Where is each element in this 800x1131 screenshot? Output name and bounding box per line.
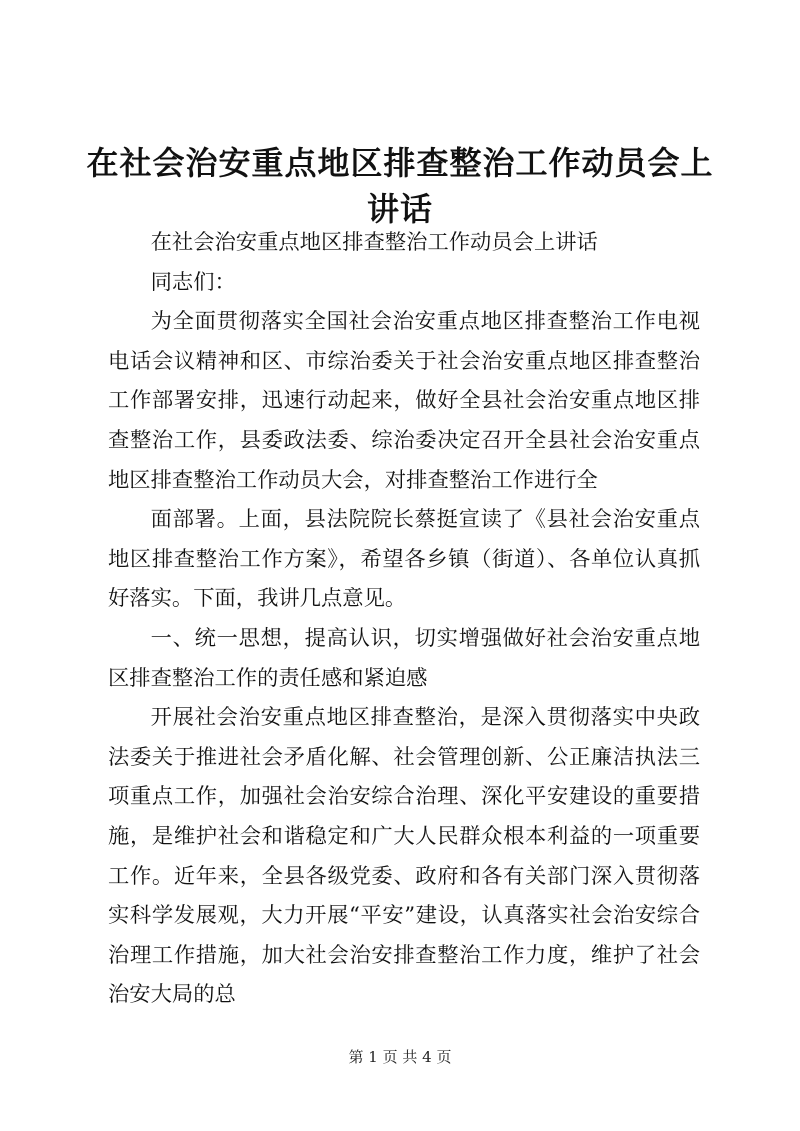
paragraph-subtitle: 在社会治安重点地区排查整治工作动员会上讲话 bbox=[150, 230, 598, 255]
page-footer: 第 1 页 共 4 页 bbox=[348, 1048, 452, 1066]
section-heading: 一、统一思想，提高认识，切实增强做好社会治安重点地区排查整治工作的责任感和紧迫感 bbox=[108, 625, 700, 691]
paragraph: 开展社会治安重点地区排查整治，是深入贯彻落实中央政法委关于推进社会矛盾化解、社会管理创新、公正廉洁执法三项重点工作，加强社会治安综合治理、深化平安建设的重要措施，是维护社会和谐稳定和广大人民群众根本利益的一项重要工作。近年来，全县各级党委、政府和各有关部门深入贯彻落实科学发展观，大力开展“平安”建设，认真落实社会治安综合治理工作措施，加大社会治安排查整治工作力度，维护了社会治安大局的总 bbox=[108, 705, 700, 1008]
document-body bbox=[108, 223, 700, 1015]
paragraph: 面部署。上面，县法院院长蔡挺宣读了《县社会治安重点地区排查整治工作方案》，希望各乡镇（街道）、各单位认真抓好落实。下面，我讲几点意见。 bbox=[108, 507, 700, 612]
paragraph-salutation: 同志们： bbox=[150, 269, 236, 295]
document-title: 在社会治安重点地区排查整治工作动员会上讲话 bbox=[86, 144, 714, 228]
paragraph: 为全面贯彻落实全国社会治安重点地区排查整治工作电视电话会议精神和区、市综治委关于社会治安重点地区排查整治工作部署安排，迅速行动起来，做好全县社会治安重点地区排查整治工作，县委政法委、综治委决定召开全县社会治安重点地区排查整治工作动员大会，对排查整治工作进行全 bbox=[108, 309, 700, 493]
